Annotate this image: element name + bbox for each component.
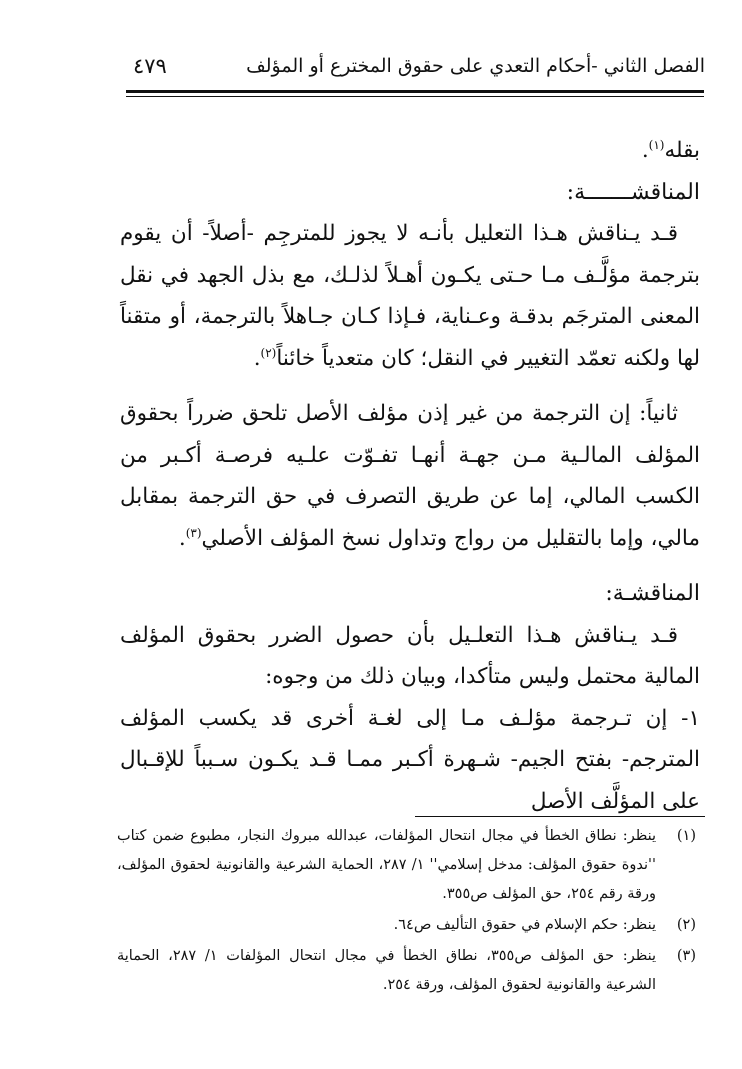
paragraph-second-argument [120, 393, 700, 559]
paragraph-text: بقله [664, 138, 700, 163]
footnotes [117, 822, 702, 1002]
header-rule-thick [126, 90, 704, 93]
footnote-text: ينظر: حق المؤلف ص٣٥٥، نطاق الخطأ في مجال انتحال المؤلفات ١/ ٢٨٧، الحماية الشرعية والقانونية لحقوق المؤلف، ورقة ٢٥٤. [117, 948, 657, 993]
running-head: الفصل الثاني -أحكام التعدي على حقوق المخترع أو المؤلف [246, 55, 705, 77]
footnote-ref-3: (٣) [185, 525, 202, 540]
footnote-text: ينظر: نطاق الخطأ في مجال انتحال المؤلفات، عبدالله مبروك النجار، مطبوع ضمن كتاب ''ندوة حقوق المؤلف: مدخل إسلامي'' ١/ ٢٨٧، الحماية الشرعية والقانونية لحقوق المؤلف، ورقة رقم ٢٥٤، حق المؤلف ص٣٥٥. [117, 828, 656, 902]
section-heading-discussion-1: المناقشـــــــة: [566, 179, 700, 205]
paragraph-text: ثانياً: إن الترجمة من غير إذن مؤلف الأصل تلحق ضرراً بحقوق المؤلف المالـية مـن جهـة أنهـا تفـوّت علـيه فرصـة أكـبر من الكسب المالي، إما عن طريق التصرف في حق الترجمة بمقابل مالي، وإما بالتقليل من رواج وتداول نسخ المؤلف الأصلي [120, 401, 700, 551]
footnote-number: (٣) [676, 948, 696, 964]
paragraph-end: . [178, 525, 186, 551]
footnote-text: ينظر: حكم الإسلام في حقوق التأليف ص٦٤. [393, 917, 656, 933]
paragraph-discussion-2: قـد يـناقش هـذا التعلـيل بأن حصول الضرر بحقوق المؤلف المالية محتمل وليس متأكدا، وبيان ذلك من وجوه: [120, 622, 700, 689]
header-rule-thin [126, 96, 704, 97]
section-heading-discussion-2: المناقشـة: [605, 581, 700, 606]
footnote-ref-1: (١) [648, 137, 665, 152]
footnote-separator [415, 816, 705, 817]
paragraph-continuation [120, 130, 700, 172]
paragraph-text: قـد يـناقش هـذا التعليل بأنـه لا يجوز للمترجِم -أصلاً- أن يقوم بترجمة مؤلَّـف مـا حـتى يكـون أهـلاً لذلـك، مع بذل الجهد في نقل المعنى المترجَم بدقـة وعـناية، فـإذا كـان جـاهلاً بالترجمة، أو متقناً لها ولكنه تعمّد التغيير في النقل؛ كان متعدياً خائناً [120, 221, 700, 371]
footnote-3 [117, 942, 702, 1000]
footnote-2 [117, 911, 702, 940]
footnote-1 [117, 822, 702, 909]
footnote-number: (٢) [676, 917, 696, 933]
list-item-1: ١- إن تـرجمة مؤلـف مـا إلى لغـة أخرى قد يكسب المؤلف المترجم- بفتح الجيم- شـهرة أكـبر ممـا قـد يكـون سـبباً للإقـبال على المؤلَّف الأصل [120, 705, 700, 814]
page-header [125, 50, 705, 86]
paragraph-end: . [641, 138, 649, 163]
main-text [120, 130, 700, 822]
paragraph-end: . [253, 345, 261, 371]
footnote-number: (١) [676, 828, 696, 844]
footnote-ref-2: (٢) [260, 345, 277, 360]
page-number: ٤٧٩ [133, 54, 167, 78]
paragraph-discussion-1 [120, 213, 700, 379]
